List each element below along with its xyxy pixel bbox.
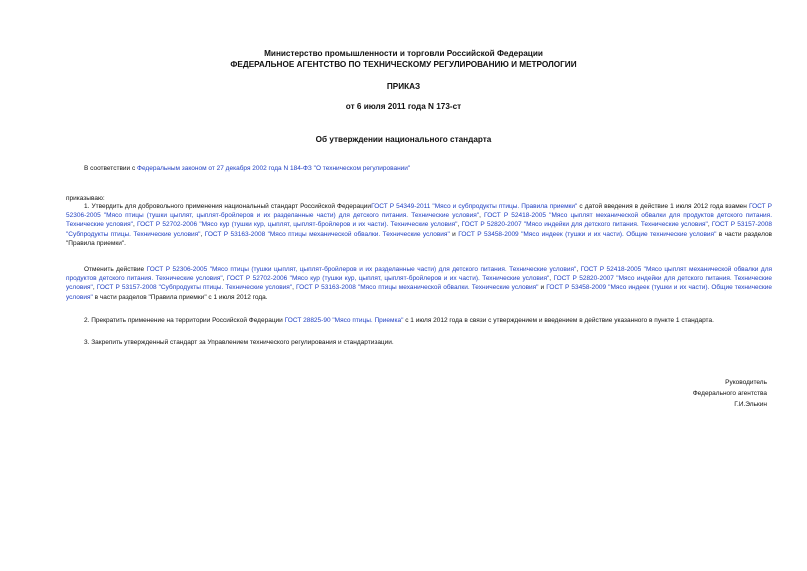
order-word: приказываю: (66, 195, 105, 202)
ministry-title: Министерство промышленности и торговли Российской Федерации (264, 49, 543, 58)
cancel-text-4: , (549, 275, 554, 283)
gost-52702-link[interactable]: ГОСТ Р 52702-2006 "Мясо кур (тушки кур, цыплят, цыплят-бройлеров и их части). Технические условия" (136, 221, 458, 229)
federal-law-link[interactable]: Федеральным законом от 27 декабря 2002 года N 184-ФЗ "О техническом регулировании" (137, 165, 411, 172)
cancel-gost-53163-link[interactable]: ГОСТ Р 53163-2008 "Мясо птицы механической обвалки. Технические условия" (296, 284, 539, 292)
gost-52418-link[interactable]: ГОСТ Р 52418-2005 "Мясо цыплят механической обвалки для продуктов детского питания. Технические условия" (66, 212, 772, 229)
item-1-text-6: , (707, 221, 712, 229)
intro-prefix: В соответствии с (84, 165, 138, 172)
item-1-text-9: в части разделов "Правила приемки". (66, 230, 773, 247)
cancel-text-2: , (576, 266, 581, 273)
cancel-gost-52306-link[interactable]: ГОСТ Р 52306-2005 "Мясо птицы (тушки цыплят, цыплят-бройлеров и их разделанные части) для детского питания. Технические условия" (146, 266, 577, 273)
item-1-text-7: , (200, 230, 205, 238)
signature-agency: Федерального агентства (692, 390, 767, 397)
cancel-text-5: , (92, 284, 97, 292)
cancel-text-8: в части разделов "Правила приемки" с 1 июля 2012 года. (92, 293, 268, 301)
cancel-text-1: Отменить действие (84, 266, 147, 273)
cancel-gost-52418-link[interactable]: ГОСТ Р 52418-2005 "Мясо цыплят механической обвалки для продуктов детского питания. Технические условия" (66, 266, 773, 283)
intro-paragraph (66, 164, 772, 173)
item-1-text-8: и (449, 230, 459, 238)
item-1-text-3: , (479, 212, 485, 220)
cancel-gost-52820-link[interactable]: ГОСТ Р 52820-2007 "Мясо индейки для детского питания. Технические условия" (66, 275, 772, 292)
item-1-text-4: , (132, 221, 137, 229)
cancel-text-3: , (222, 275, 227, 283)
cancel-text-6: , (292, 284, 297, 292)
cancel-gost-53157-link[interactable]: ГОСТ Р 53157-2008 "Субпродукты птицы. Технические условия" (96, 284, 293, 292)
document-subject: Об утверждении национального стандарта (315, 135, 492, 144)
gost-53157-link[interactable]: ГОСТ Р 53157-2008 "Субпродукты птицы. Технические условия" (66, 221, 772, 238)
item-3-paragraph: 3. Закрепить утвержденный стандарт за Управлением технического регулирования и стандартизации. (84, 339, 394, 346)
gost-52820-link[interactable]: ГОСТ Р 52820-2007 "Мясо индейки для детского питания. Технические условия" (461, 221, 708, 229)
cancel-gost-53458-link[interactable]: ГОСТ Р 53458-2009 "Мясо индеек (тушки и их части). Общие технические условия" (66, 284, 772, 301)
cancel-text-7: и (538, 284, 547, 292)
item-2-text-2: с 1 июля 2012 года в связи с утверждением и введением в действие указанного в пункте 1 стандарта. (403, 317, 714, 324)
document-date-number: от 6 июля 2011 года N 173-ст (345, 102, 462, 111)
item-2-text-1: 2. Прекратить применение на территории Российской Федерации (84, 317, 285, 324)
signature-name: Г.И.Элькин (734, 401, 767, 408)
agency-title: ФЕДЕРАЛЬНОЕ АГЕНТСТВО ПО ТЕХНИЧЕСКОМУ РЕГУЛИРОВАНИЮ И МЕТРОЛОГИИ (230, 60, 577, 69)
item-1-text-5: , (457, 221, 462, 229)
cancel-gost-52702-link[interactable]: ГОСТ Р 52702-2006 "Мясо кур (тушки кур, цыплят, цыплят-бройлеров и их части). Технические условия" (226, 275, 550, 283)
item-1-paragraph (66, 202, 772, 248)
gost-54349-link[interactable]: ГОСТ Р 54349-2011 "Мясо и субпродукты птицы. Правила приемки" (371, 203, 578, 210)
item-1-text-2: с датой введения в действие 1 июля 2012 года взамен (577, 203, 749, 210)
gost-52306-link[interactable]: ГОСТ Р 52306-2005 "Мясо птицы (тушки цыплят, цыплят-бройлеров и их разделанные части) для детского питания. Технические условия" (66, 203, 772, 220)
gost-28825-link[interactable]: ГОСТ 28825-90 "Мясо птицы. Приемка" (284, 317, 404, 324)
signature-position: Руководитель (725, 379, 767, 386)
item-2-paragraph (66, 316, 772, 325)
gost-53458-link[interactable]: ГОСТ Р 53458-2009 "Мясо индеек (тушки и их части). Общие технические условия" (458, 230, 717, 238)
cancel-paragraph (66, 265, 772, 302)
document-type: ПРИКАЗ (386, 82, 421, 91)
gost-53163-link[interactable]: ГОСТ Р 53163-2008 "Мясо птицы механической обвалки. Технические условия" (204, 230, 450, 238)
item-1-text-1: 1. Утвердить для добровольного применения национальный стандарт Российской Федерации (84, 203, 372, 210)
